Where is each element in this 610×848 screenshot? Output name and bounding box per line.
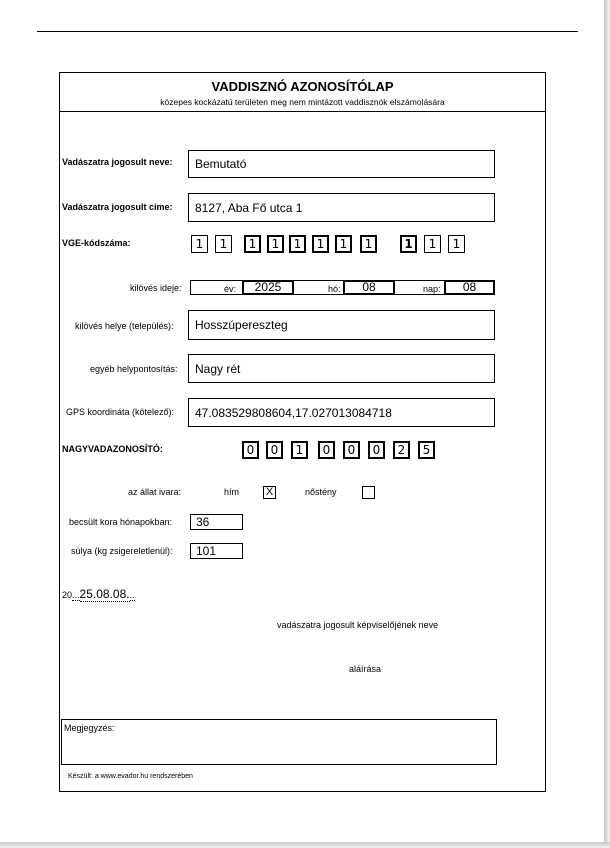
vge-digit[interactable]: 1: [335, 235, 352, 253]
nagyvad-label: NAGYVADAZONOSÍTÓ:: [62, 444, 163, 454]
jogosult-cime-field[interactable]: 8127, Aba Fő utca 1: [188, 193, 495, 222]
nagyvad-digit[interactable]: 0: [318, 441, 335, 459]
form-title: VADDISZNÓ AZONOSÍTÓLAP: [211, 79, 394, 94]
vge-digit[interactable]: 1: [267, 235, 284, 253]
kiloves-helye-field[interactable]: Hosszúpereszteg: [188, 310, 495, 340]
nagyvad-digit[interactable]: 0: [266, 441, 283, 459]
vge-digit[interactable]: 1: [448, 235, 465, 253]
him-checkbox[interactable]: X: [263, 486, 276, 499]
ho-label: hó:: [328, 284, 341, 294]
page-shadow-bottom: [0, 842, 610, 848]
ivar-label: az állat ivara:: [128, 487, 182, 497]
title-box: [60, 73, 545, 112]
date-dots-left: ...: [72, 590, 80, 600]
ho-field[interactable]: 08: [343, 280, 395, 295]
vge-digit[interactable]: 1: [215, 235, 232, 253]
footer-text: Készült: a www.evador.hu rendszerében: [68, 773, 193, 780]
nap-field[interactable]: 08: [444, 280, 495, 295]
helypontositas-label: egyéb helypontosítás:: [90, 364, 178, 374]
kiloves-ideje-row: [190, 280, 494, 295]
nosteny-label: nőstény: [305, 487, 337, 497]
kor-label: becsült kora hónapokban:: [69, 517, 173, 527]
identification-form: [59, 72, 546, 792]
suly-field[interactable]: 101: [190, 543, 243, 559]
ev-field[interactable]: 2025: [242, 280, 294, 295]
vge-digit[interactable]: 1: [289, 235, 306, 253]
vge-digit[interactable]: 1: [424, 235, 441, 253]
nosteny-checkbox[interactable]: [362, 486, 375, 499]
page-shadow-right: [604, 0, 610, 848]
kor-field[interactable]: 36: [190, 514, 243, 530]
kiloves-ideje-label: kilövés ideje:: [130, 283, 182, 293]
vge-digit[interactable]: 1: [244, 235, 261, 253]
nagyvad-digit[interactable]: 1: [291, 441, 308, 459]
megjegyzes-box[interactable]: [61, 719, 497, 765]
vge-digit[interactable]: 1: [191, 235, 208, 253]
nagyvad-digit[interactable]: 5: [418, 441, 435, 459]
him-label: hím: [224, 487, 240, 497]
header-rule: [37, 31, 578, 32]
kepviselo-neve-label: vadászatra jogosult képviselőjének neve: [277, 620, 439, 630]
suly-label: súlya (kg zsigereletlenül):: [71, 546, 173, 556]
kiloves-helye-label: kilövés helye (település):: [75, 321, 174, 331]
gps-label: GPS koordináta (kötelező):: [66, 407, 175, 417]
nagyvad-digit[interactable]: 2: [393, 441, 410, 459]
jogosult-neve-label: Vadászatra jogosult neve:: [62, 157, 173, 167]
nagyvad-digit[interactable]: 0: [242, 441, 259, 459]
form-subtitle: közepes kockázatú területen meg nem mintázott vaddisznók elszámolására: [160, 97, 445, 107]
date-dots-right: ..: [129, 590, 135, 600]
megjegyzes-label: Megjegyzés:: [64, 723, 115, 733]
jogosult-cime-label: Vadászatra jogosult címe:: [62, 202, 173, 212]
helypontositas-field[interactable]: Nagy rét: [188, 354, 495, 383]
nagyvad-digit[interactable]: 0: [343, 441, 360, 459]
vge-digit[interactable]: 1: [400, 235, 417, 253]
gps-field[interactable]: 47.083529808604,17.027013084718: [188, 398, 495, 427]
vge-digit[interactable]: 1: [360, 235, 377, 253]
vge-label: VGE-kódszáma:: [62, 238, 131, 248]
ev-label: év:: [224, 284, 237, 294]
nagyvad-digit[interactable]: 0: [368, 441, 385, 459]
signature-date: [62, 587, 135, 601]
date-value: 25.08.08.: [79, 587, 130, 601]
jogosult-neve-field[interactable]: Bemutató: [188, 150, 495, 178]
date-prefix: 20: [62, 590, 73, 600]
alairas-label: aláírása: [349, 664, 382, 674]
vge-digit[interactable]: 1: [312, 235, 329, 253]
nap-label: nap:: [423, 284, 441, 294]
